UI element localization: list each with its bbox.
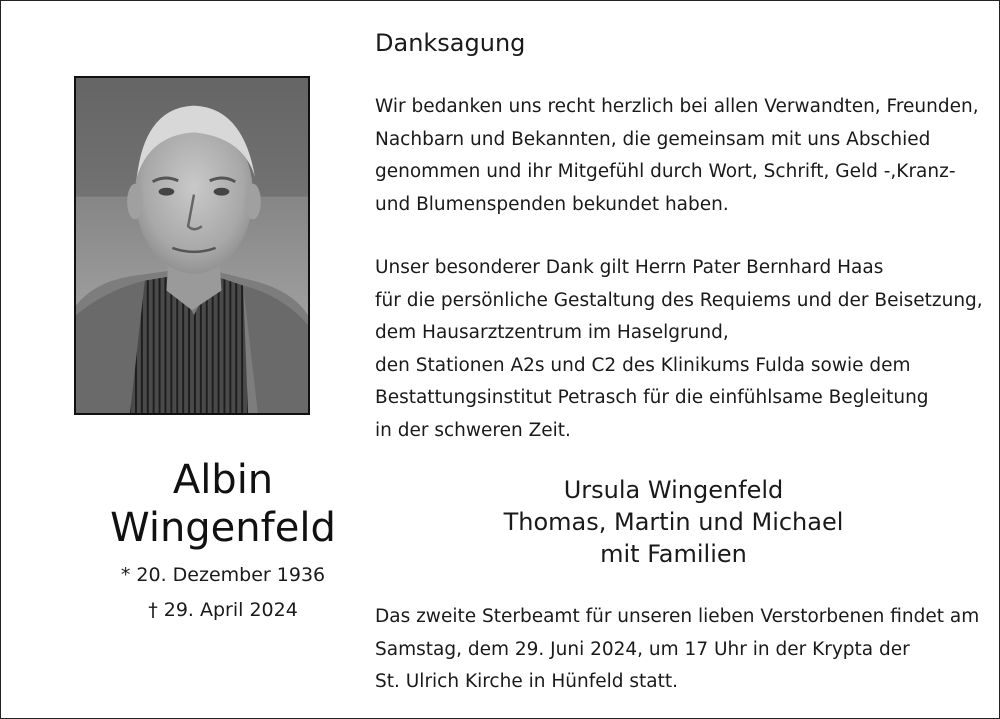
text-line: Samstag, dem 29. Juni 2024, um 17 Uhr in der Krypta der — [375, 638, 910, 660]
memorial-mass-paragraph — [375, 601, 979, 699]
text-line: Unser besonderer Dank gilt Herrn Pater Bernhard Haas — [375, 257, 884, 278]
death-date: † 29. April 2024 — [148, 599, 298, 621]
portrait-photo — [74, 76, 310, 415]
portrait-icon — [76, 78, 308, 413]
family-signature — [480, 474, 867, 570]
text-line: genommen und ihr Mitgefühl durch Wort, Schrift, Geld -,Kranz- — [375, 161, 956, 182]
text-line: in der schweren Zeit. — [375, 419, 571, 441]
birth-date: * 20. Dezember 1936 — [120, 564, 326, 586]
text-line: St. Ulrich Kirche in Hünfeld statt. — [375, 671, 678, 692]
text-line: dem Hausarztzentrum im Haselgrund, — [375, 322, 729, 343]
text-line: für die persönliche Gestaltung des Requiems und der Beisetzung, — [375, 289, 983, 311]
special-thanks-paragraph — [375, 252, 983, 447]
thanks-paragraph — [375, 91, 979, 221]
text-line: den Stationen A2s und C2 des Klinikums Fulda sowie dem — [375, 354, 911, 376]
text-line: Nachbarn und Bekannten, die gemeinsam mit uns Abschied — [375, 128, 931, 150]
text-line: Bestattungsinstitut Petrasch für die einfühlsame Begleitung — [375, 387, 929, 408]
signature-line: Thomas, Martin und Michael — [503, 508, 844, 536]
signature-line: Ursula Wingenfeld — [563, 476, 784, 504]
text-line: und Blumenspenden bekundet haben. — [375, 193, 729, 215]
deceased-last-name: Wingenfeld — [110, 505, 336, 551]
notice-heading: Danksagung — [375, 29, 526, 57]
text-line: Das zweite Sterbeamt für unseren lieben Verstorbenen findet am — [375, 606, 980, 627]
deceased-first-name: Albin — [172, 457, 274, 503]
text-line: Wir bedanken uns recht herzlich bei allen Verwandten, Freunden, — [375, 96, 979, 117]
signature-line: mit Familien — [600, 540, 747, 568]
